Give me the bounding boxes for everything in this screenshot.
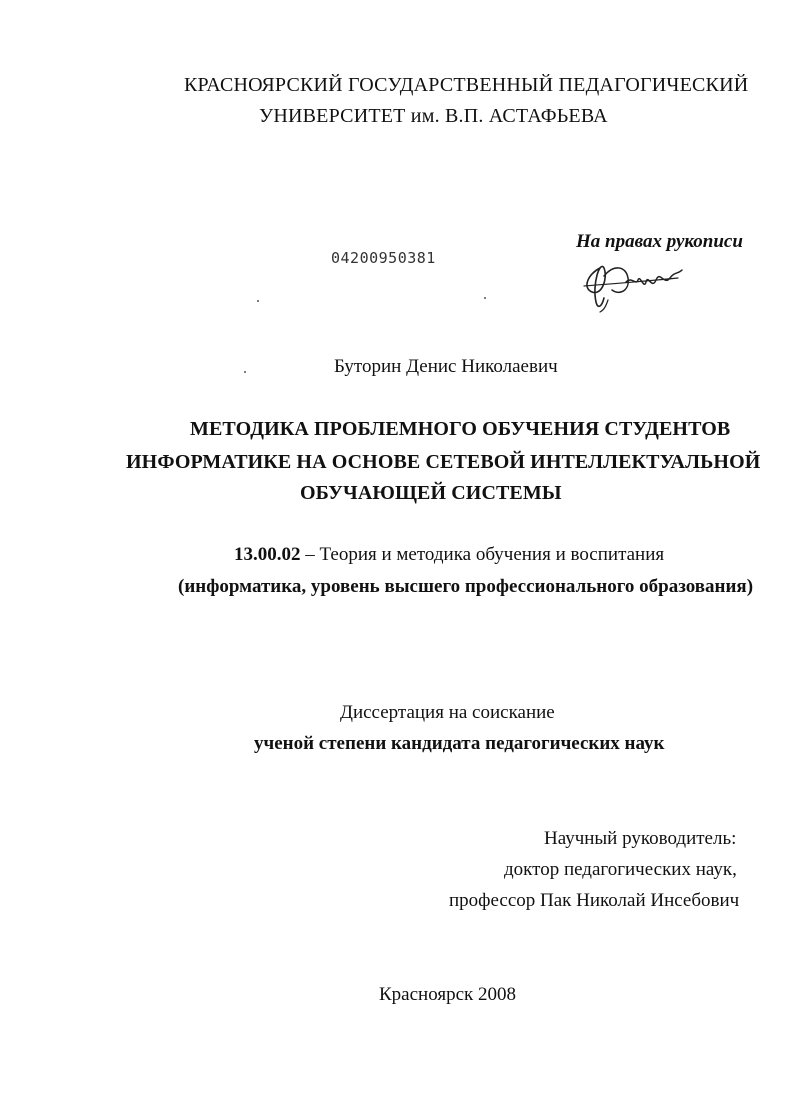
city-year: Красноярск 2008 xyxy=(379,984,516,1005)
archive-code: 04200950381 xyxy=(331,249,436,267)
author-name: Буторин Денис Николаевич xyxy=(334,356,558,377)
specialty-detail: (информатика, уровень высшего профессионального образования) xyxy=(178,576,754,597)
signature-icon xyxy=(578,256,688,314)
scan-speck xyxy=(244,371,246,373)
supervisor-label: Научный руководитель: xyxy=(544,828,737,849)
title-line-3: ОБУЧАЮЩЕЙ СИСТЕМЫ xyxy=(300,482,562,504)
specialty-line xyxy=(234,544,664,566)
scan-speck xyxy=(484,297,486,299)
title-line-2: ИНФОРМАТИКЕ НА ОСНОВЕ СЕТЕВОЙ ИНТЕЛЛЕКТУАЛЬНОЙ xyxy=(126,451,761,473)
manuscript-note: На правах рукописи xyxy=(576,231,743,252)
supervisor-name: профессор Пак Николай Инсебович xyxy=(449,890,740,911)
scan-speck xyxy=(257,300,259,302)
specialty-dash: – xyxy=(300,544,320,565)
degree-line-2: ученой степени кандидата педагогических наук xyxy=(254,733,665,754)
specialty-name: Теория и методика обучения и воспитания xyxy=(319,544,665,565)
title-line-1: МЕТОДИКА ПРОБЛЕМНОГО ОБУЧЕНИЯ СТУДЕНТОВ xyxy=(190,418,731,440)
supervisor-degree: доктор педагогических наук, xyxy=(504,859,737,880)
university-line-2: УНИВЕРСИТЕТ им. В.П. АСТАФЬЕВА xyxy=(259,105,608,127)
university-line-1: КРАСНОЯРСКИЙ ГОСУДАРСТВЕННЫЙ ПЕДАГОГИЧЕСКИЙ xyxy=(184,74,749,96)
degree-line-1: Диссертация на соискание xyxy=(340,702,555,723)
specialty-code: 13.00.02 xyxy=(234,544,301,565)
